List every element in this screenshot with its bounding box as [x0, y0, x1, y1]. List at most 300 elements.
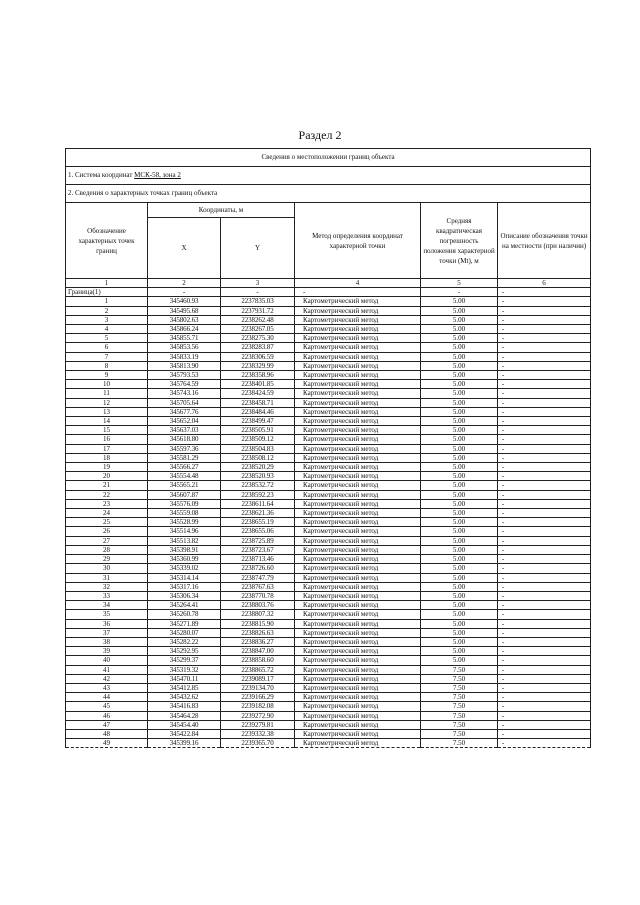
point-method: Картометрический метод — [295, 601, 421, 610]
point-y: 2238611.64 — [221, 499, 295, 508]
point-method: Картометрический метод — [295, 297, 421, 306]
point-accuracy: 5.00 — [421, 656, 498, 665]
point-number: 2 — [66, 306, 148, 315]
table-row — [66, 729, 591, 738]
point-accuracy: 7.50 — [421, 674, 498, 683]
table-row — [66, 343, 591, 352]
table-row — [66, 683, 591, 692]
point-y: 2238815.90 — [221, 619, 295, 628]
point-method: Картометрический метод — [295, 361, 421, 370]
point-accuracy: 5.00 — [421, 444, 498, 453]
point-y: 2238306.59 — [221, 352, 295, 361]
point-number: 3 — [66, 315, 148, 324]
point-x: 345853.56 — [148, 343, 221, 352]
column-numbers-row — [66, 279, 591, 288]
table-row — [66, 591, 591, 600]
point-x: 345292.95 — [148, 647, 221, 656]
point-accuracy: 5.00 — [421, 527, 498, 536]
header-description: Описание обозначения точки на местности (при наличии) — [498, 203, 591, 279]
point-accuracy: 5.00 — [421, 453, 498, 462]
point-description: - — [498, 417, 591, 426]
point-x: 345637.03 — [148, 426, 221, 435]
point-method: Картометрический метод — [295, 444, 421, 453]
point-number: 25 — [66, 518, 148, 527]
point-number: 31 — [66, 573, 148, 582]
point-number: 13 — [66, 407, 148, 416]
table-row — [66, 453, 591, 462]
table-row — [66, 582, 591, 591]
table-row — [66, 610, 591, 619]
point-description: - — [498, 389, 591, 398]
table-row — [66, 315, 591, 324]
point-accuracy: 5.00 — [421, 509, 498, 518]
point-description: - — [498, 325, 591, 334]
header-y: Y — [221, 218, 295, 279]
point-x: 345264.41 — [148, 601, 221, 610]
point-description: - — [498, 297, 591, 306]
table-row — [66, 297, 591, 306]
point-y: 2238655.19 — [221, 518, 295, 527]
point-number: 42 — [66, 674, 148, 683]
point-accuracy: 5.00 — [421, 325, 498, 334]
point-accuracy: 5.00 — [421, 591, 498, 600]
point-y: 2238520.93 — [221, 472, 295, 481]
point-number: 34 — [66, 601, 148, 610]
point-y: 2239134.70 — [221, 683, 295, 692]
point-accuracy: 5.00 — [421, 564, 498, 573]
point-method: Картометрический метод — [295, 472, 421, 481]
point-description: - — [498, 472, 591, 481]
point-method: Картометрический метод — [295, 343, 421, 352]
point-x: 345513.82 — [148, 536, 221, 545]
point-description: - — [498, 656, 591, 665]
point-description: - — [498, 343, 591, 352]
point-y: 2238424.59 — [221, 389, 295, 398]
point-description: - — [498, 665, 591, 674]
point-accuracy: 5.00 — [421, 417, 498, 426]
point-method: Картометрический метод — [295, 334, 421, 343]
point-accuracy: 5.00 — [421, 582, 498, 591]
header-coords: Координаты, м — [148, 203, 295, 218]
section-title: Раздел 2 — [298, 128, 342, 142]
point-number: 26 — [66, 527, 148, 536]
point-description: - — [498, 371, 591, 380]
table-row — [66, 536, 591, 545]
point-y: 2238358.96 — [221, 371, 295, 380]
point-y: 2238807.32 — [221, 610, 295, 619]
point-description: - — [498, 481, 591, 490]
table-row — [66, 573, 591, 582]
point-y: 2238520.29 — [221, 463, 295, 472]
point-accuracy: 5.00 — [421, 380, 498, 389]
point-accuracy: 5.00 — [421, 435, 498, 444]
point-x: 345260.78 — [148, 610, 221, 619]
point-accuracy: 5.00 — [421, 371, 498, 380]
point-y: 2239166.29 — [221, 693, 295, 702]
point-description: - — [498, 509, 591, 518]
point-y: 2238713.46 — [221, 555, 295, 564]
point-y: 2239365.70 — [221, 739, 295, 748]
point-method: Картометрический метод — [295, 481, 421, 490]
point-number: 17 — [66, 444, 148, 453]
point-number: 29 — [66, 555, 148, 564]
point-number: 49 — [66, 739, 148, 748]
point-accuracy: 7.50 — [421, 702, 498, 711]
table-row — [66, 702, 591, 711]
table-row — [66, 361, 591, 370]
point-number: 22 — [66, 490, 148, 499]
point-method: Картометрический метод — [295, 693, 421, 702]
point-accuracy: 5.00 — [421, 481, 498, 490]
point-x: 345398.91 — [148, 545, 221, 554]
point-method: Картометрический метод — [295, 306, 421, 315]
point-method: Картометрический метод — [295, 490, 421, 499]
table-row — [66, 481, 591, 490]
point-y: 2238532.72 — [221, 481, 295, 490]
table-row — [66, 518, 591, 527]
point-y: 2238655.06 — [221, 527, 295, 536]
point-method: Картометрический метод — [295, 527, 421, 536]
point-method: Картометрический метод — [295, 739, 421, 748]
point-description: - — [498, 490, 591, 499]
point-x: 345412.85 — [148, 683, 221, 692]
point-method: Картометрический метод — [295, 380, 421, 389]
point-x: 345743.16 — [148, 389, 221, 398]
table-row — [66, 380, 591, 389]
point-number: 41 — [66, 665, 148, 674]
header-accuracy: Средняя квадратическая погрешность положения характерной точки (Mt), м — [421, 203, 498, 279]
point-y: 2238509.12 — [221, 435, 295, 444]
point-description: - — [498, 564, 591, 573]
point-y: 2238275.30 — [221, 334, 295, 343]
col-number: 2 — [148, 279, 221, 288]
coordinate-system-row — [66, 167, 591, 185]
table-row — [66, 472, 591, 481]
point-y: 2238770.78 — [221, 591, 295, 600]
point-x: 345280.07 — [148, 628, 221, 637]
point-accuracy: 5.00 — [421, 389, 498, 398]
point-accuracy: 7.50 — [421, 739, 498, 748]
point-description: - — [498, 601, 591, 610]
point-description: - — [498, 315, 591, 324]
point-method: Картометрический метод — [295, 352, 421, 361]
point-accuracy: 5.00 — [421, 426, 498, 435]
header-row-1 — [66, 203, 591, 218]
point-method: Картометрический метод — [295, 702, 421, 711]
point-number: 37 — [66, 628, 148, 637]
point-method: Картометрический метод — [295, 463, 421, 472]
point-y: 2238267.05 — [221, 325, 295, 334]
point-description: - — [498, 306, 591, 315]
point-number: 28 — [66, 545, 148, 554]
point-number: 16 — [66, 435, 148, 444]
point-method: Картометрический метод — [295, 453, 421, 462]
point-accuracy: 5.00 — [421, 463, 498, 472]
table-row — [66, 665, 591, 674]
boundary-dash: - — [221, 288, 295, 297]
point-accuracy: 5.00 — [421, 601, 498, 610]
point-method: Картометрический метод — [295, 371, 421, 380]
point-description: - — [498, 591, 591, 600]
table-row — [66, 444, 591, 453]
point-y: 2238847.00 — [221, 647, 295, 656]
point-description: - — [498, 647, 591, 656]
table-row — [66, 352, 591, 361]
point-y: 2238283.87 — [221, 343, 295, 352]
col-number: 3 — [221, 279, 295, 288]
point-accuracy: 5.00 — [421, 352, 498, 361]
point-y: 2238726.60 — [221, 564, 295, 573]
points-title: 2. Сведения о характерных точках границ объекта — [66, 185, 591, 203]
point-x: 345677.76 — [148, 407, 221, 416]
table-row — [66, 601, 591, 610]
point-y: 2238723.67 — [221, 545, 295, 554]
table-row — [66, 564, 591, 573]
point-x: 345319.32 — [148, 665, 221, 674]
point-y: 2238458.71 — [221, 398, 295, 407]
point-x: 345339.02 — [148, 564, 221, 573]
point-x: 345271.89 — [148, 619, 221, 628]
point-method: Картометрический метод — [295, 610, 421, 619]
point-method: Картометрический метод — [295, 683, 421, 692]
point-x: 345566.27 — [148, 463, 221, 472]
point-number: 18 — [66, 453, 148, 462]
point-description: - — [498, 582, 591, 591]
point-number: 35 — [66, 610, 148, 619]
table-row — [66, 334, 591, 343]
point-number: 33 — [66, 591, 148, 600]
point-y: 2238621.36 — [221, 509, 295, 518]
point-accuracy: 5.00 — [421, 315, 498, 324]
col-number: 6 — [498, 279, 591, 288]
header-designation: Обозначение характерных точек границ — [66, 203, 148, 279]
point-method: Картометрический метод — [295, 555, 421, 564]
point-description: - — [498, 380, 591, 389]
table-row — [66, 637, 591, 646]
point-y: 2238826.63 — [221, 628, 295, 637]
point-x: 345866.24 — [148, 325, 221, 334]
point-number: 8 — [66, 361, 148, 370]
point-description: - — [498, 693, 591, 702]
point-description: - — [498, 674, 591, 683]
point-accuracy: 7.50 — [421, 720, 498, 729]
point-y: 2239182.08 — [221, 702, 295, 711]
table-row — [66, 509, 591, 518]
point-number: 45 — [66, 702, 148, 711]
col-number: 1 — [66, 279, 148, 288]
point-accuracy: 5.00 — [421, 398, 498, 407]
point-method: Картометрический метод — [295, 628, 421, 637]
point-number: 7 — [66, 352, 148, 361]
point-description: - — [498, 545, 591, 554]
point-x: 345454.40 — [148, 720, 221, 729]
table-row — [66, 656, 591, 665]
point-accuracy: 5.00 — [421, 306, 498, 315]
table-row — [66, 527, 591, 536]
table-row — [66, 711, 591, 720]
point-description: - — [498, 555, 591, 564]
point-x: 345618.80 — [148, 435, 221, 444]
point-description: - — [498, 527, 591, 536]
point-number: 23 — [66, 499, 148, 508]
point-accuracy: 7.50 — [421, 665, 498, 674]
point-accuracy: 5.00 — [421, 647, 498, 656]
point-x: 345565.21 — [148, 481, 221, 490]
point-method: Картометрический метод — [295, 389, 421, 398]
boundary-dash: - — [295, 288, 421, 297]
coordinate-system-label: 1. Система координат — [68, 171, 133, 179]
boundary-dash: - — [148, 288, 221, 297]
point-description: - — [498, 573, 591, 582]
point-method: Картометрический метод — [295, 637, 421, 646]
table-row — [66, 720, 591, 729]
point-x: 345833.19 — [148, 352, 221, 361]
point-x: 345317.16 — [148, 582, 221, 591]
point-number: 14 — [66, 417, 148, 426]
table-row — [66, 398, 591, 407]
table-row — [66, 499, 591, 508]
point-x: 345399.16 — [148, 739, 221, 748]
point-x: 345416.83 — [148, 702, 221, 711]
point-y: 2238747.79 — [221, 573, 295, 582]
point-number: 46 — [66, 711, 148, 720]
point-method: Картометрический метод — [295, 417, 421, 426]
point-method: Картометрический метод — [295, 407, 421, 416]
point-y: 2239332.38 — [221, 729, 295, 738]
point-number: 20 — [66, 472, 148, 481]
point-accuracy: 7.50 — [421, 711, 498, 720]
point-accuracy: 5.00 — [421, 343, 498, 352]
point-description: - — [498, 619, 591, 628]
point-accuracy: 7.50 — [421, 729, 498, 738]
point-method: Картометрический метод — [295, 711, 421, 720]
point-accuracy: 5.00 — [421, 619, 498, 628]
point-number: 48 — [66, 729, 148, 738]
table-row — [66, 371, 591, 380]
table-row — [66, 407, 591, 416]
point-method: Картометрический метод — [295, 518, 421, 527]
point-y: 2239272.90 — [221, 711, 295, 720]
point-y: 2238504.83 — [221, 444, 295, 453]
point-accuracy: 5.00 — [421, 536, 498, 545]
point-method: Картометрический метод — [295, 426, 421, 435]
point-method: Картометрический метод — [295, 564, 421, 573]
point-method: Картометрический метод — [295, 536, 421, 545]
boundary-label: Граница(1) — [66, 288, 148, 297]
point-description: - — [498, 361, 591, 370]
point-number: 1 — [66, 297, 148, 306]
point-number: 30 — [66, 564, 148, 573]
col-number: 4 — [295, 279, 421, 288]
header-method: Метод определения координат характерной точки — [295, 203, 421, 279]
point-number: 32 — [66, 582, 148, 591]
point-x: 345764.59 — [148, 380, 221, 389]
point-y: 2238401.85 — [221, 380, 295, 389]
point-number: 4 — [66, 325, 148, 334]
point-method: Картометрический метод — [295, 720, 421, 729]
point-number: 6 — [66, 343, 148, 352]
point-description: - — [498, 352, 591, 361]
point-number: 47 — [66, 720, 148, 729]
point-accuracy: 5.00 — [421, 610, 498, 619]
point-y: 2238858.60 — [221, 656, 295, 665]
point-accuracy: 5.00 — [421, 499, 498, 508]
point-accuracy: 5.00 — [421, 573, 498, 582]
point-method: Картометрический метод — [295, 619, 421, 628]
point-method: Картометрический метод — [295, 656, 421, 665]
point-accuracy: 5.00 — [421, 628, 498, 637]
point-description: - — [498, 683, 591, 692]
point-y: 2238725.89 — [221, 536, 295, 545]
point-x: 345282.22 — [148, 637, 221, 646]
point-description: - — [498, 518, 591, 527]
point-number: 38 — [66, 637, 148, 646]
point-method: Картометрический метод — [295, 591, 421, 600]
point-description: - — [498, 426, 591, 435]
point-description: - — [498, 334, 591, 343]
point-accuracy: 5.00 — [421, 361, 498, 370]
point-number: 39 — [66, 647, 148, 656]
point-description: - — [498, 536, 591, 545]
point-y: 2239089.17 — [221, 674, 295, 683]
point-description: - — [498, 463, 591, 472]
point-number: 36 — [66, 619, 148, 628]
point-method: Картометрический метод — [295, 665, 421, 674]
point-y: 2238865.72 — [221, 665, 295, 674]
point-method: Картометрический метод — [295, 398, 421, 407]
point-number: 10 — [66, 380, 148, 389]
point-accuracy: 5.00 — [421, 490, 498, 499]
point-x: 345813.90 — [148, 361, 221, 370]
point-accuracy: 7.50 — [421, 693, 498, 702]
point-x: 345495.68 — [148, 306, 221, 315]
table-row — [66, 389, 591, 398]
point-y: 2238836.27 — [221, 637, 295, 646]
point-description: - — [498, 398, 591, 407]
table-row — [66, 435, 591, 444]
point-description: - — [498, 499, 591, 508]
point-method: Картометрический метод — [295, 315, 421, 324]
table-row — [66, 426, 591, 435]
point-number: 27 — [66, 536, 148, 545]
point-accuracy: 5.00 — [421, 407, 498, 416]
point-x: 345422.84 — [148, 729, 221, 738]
table-row — [66, 619, 591, 628]
point-number: 40 — [66, 656, 148, 665]
point-x: 345464.28 — [148, 711, 221, 720]
point-y: 2237931.72 — [221, 306, 295, 315]
point-x: 345432.62 — [148, 693, 221, 702]
point-y: 2238767.63 — [221, 582, 295, 591]
table-title-row — [66, 149, 591, 167]
point-y: 2238803.76 — [221, 601, 295, 610]
point-description: - — [498, 720, 591, 729]
table-row — [66, 555, 591, 564]
point-number: 5 — [66, 334, 148, 343]
point-accuracy: 5.00 — [421, 334, 498, 343]
coordinate-system-value: МСК-58, зона 2 — [134, 171, 181, 179]
table-row — [66, 325, 591, 334]
point-x: 345299.37 — [148, 656, 221, 665]
point-description: - — [498, 702, 591, 711]
point-accuracy: 5.00 — [421, 518, 498, 527]
point-y: 2237835.03 — [221, 297, 295, 306]
point-description: - — [498, 729, 591, 738]
point-description: - — [498, 610, 591, 619]
table-row — [66, 628, 591, 637]
col-number: 5 — [421, 279, 498, 288]
point-y: 2238262.48 — [221, 315, 295, 324]
